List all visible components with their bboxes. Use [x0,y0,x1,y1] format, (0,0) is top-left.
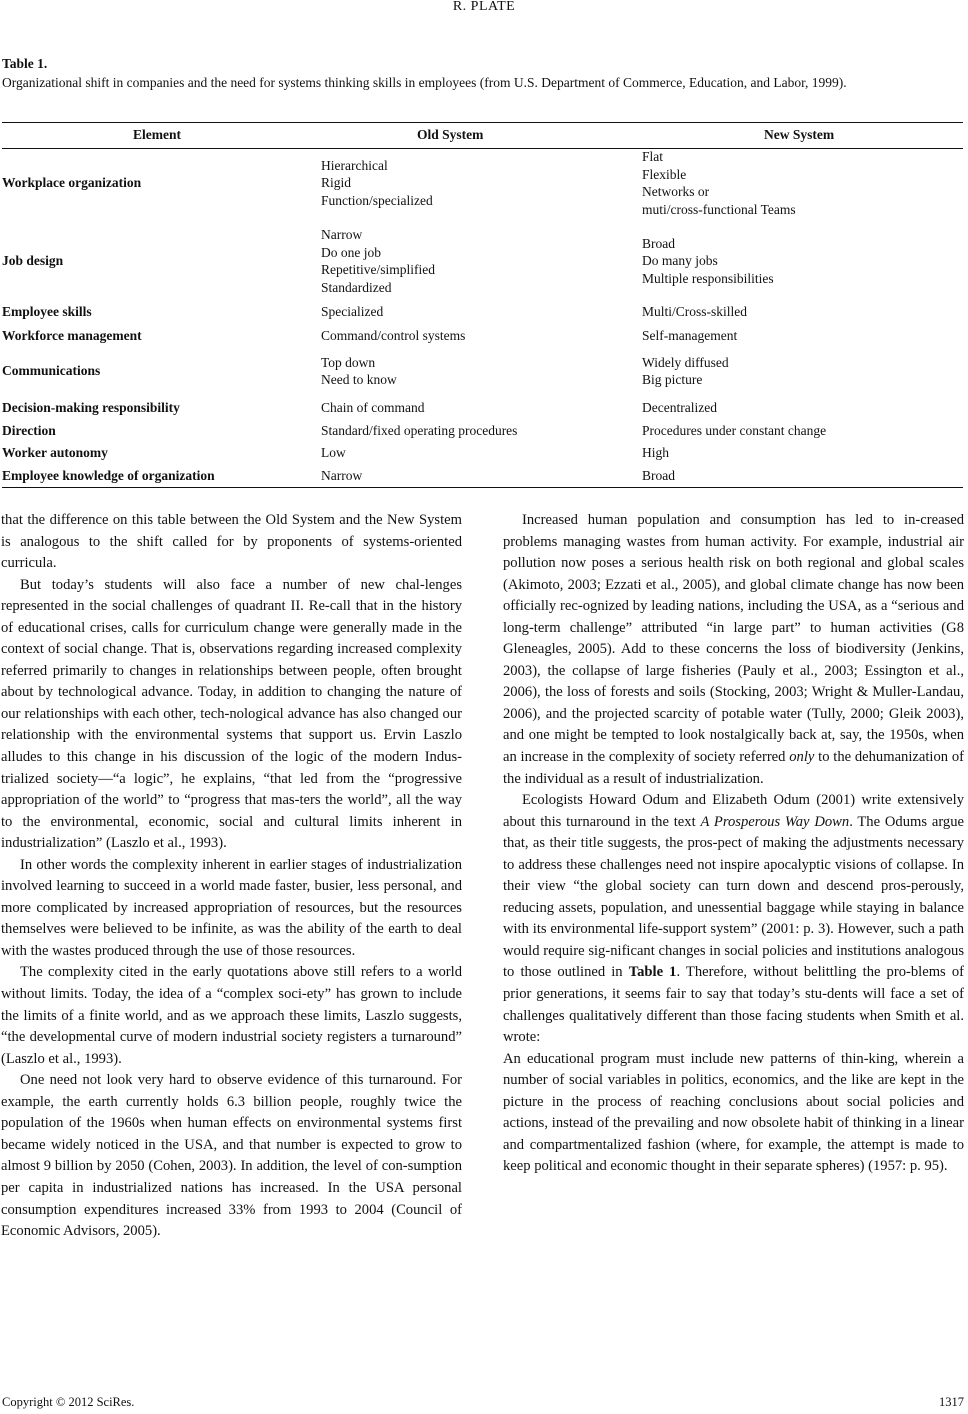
table-row [2,302,963,322]
paragraph: The complexity cited in the early quotations above still refers to a world without limits. Today, the idea of a “complex soci-ety” has grown to include the limits of a finite world, and as we approach these limits, Laszlo suggests, “the developmental curve of modern industrial society registers a turnaround” (Laszlo et al., 1993). [1,964,462,1067]
element-cell: Workforce management [2,328,142,344]
cell-line: Big picture [642,372,703,387]
cell-line: Standardized [321,279,392,295]
cell-line: Need to know [321,372,397,387]
cell-line: Narrow [321,468,363,484]
table-row [2,420,963,442]
cell-line: Procedures under constant change [642,423,827,439]
cell-line: Rigid [321,175,352,191]
table-row [2,150,963,216]
old-system-cell [321,302,383,322]
table-header-rule [2,148,963,149]
new-system-cell [642,350,729,392]
new-system-cell [642,396,717,420]
block-quote: An educational program must include new patterns of thin-king, wherein a number of social variables in politics, economics, and the like are kept in the picture in the process of reaching conclusions about social policies and actions, instead of the prevailing and now obsolete habit of thinking in a linear and compartmentalized fashion (where, for example, the attempt is made to keep political and economic thought in their separate spheres) (1957: p. 95). [503,1050,964,1175]
cell-line: High [642,445,669,461]
table-reference: Table 1 [628,964,677,981]
cell-line: Hierarchical [321,157,388,173]
element-cell: Worker autonomy [2,445,108,461]
new-system-cell [642,465,675,487]
cell-line: Self-management [642,328,738,344]
old-system-cell [321,220,435,302]
element-cell: Job design [2,253,64,269]
cell-line: Do one job [321,244,381,260]
new-system-cell [642,150,796,216]
old-system-cell [321,150,433,216]
cell-line: Decentralized [642,400,717,416]
cell-line: Command/control systems [321,328,466,344]
paragraph: In other words the complexity inherent in earlier stages of industrialization involved learning to succeed in a world made faster, busier, less personal, and more complicated by increased appropriation of resources, but the resources themselves were believed to be infinite, as was the ability of the earth to deal with the wastes produced through the use of those resources. [1,856,462,959]
header-element: Element [133,127,181,142]
old-system-cell [321,350,397,392]
paragraph: One need not look very hard to observe evidence of this turnaround. For example, the earth currently holds 6.3 billion people, roughly twice the population of the 1960s when human effects on environmental systems first became widely noticed in the USA, and that number is expected to grow to almost 9 billion by 2050 (Cohen, 2003). In addition, the level of con-sumption per capita in industrialized nations has increased. In the USA personal consumption expenditures increased 33% from 1993 to 2004 (Council of Economic Advisors, 2005). [1,1072,462,1240]
paragraph: that the difference on this table between the Old System and the New System is analogous to the shift called for by proponents of systems-oriented curricula. [1,512,462,572]
table-row [2,350,963,392]
cell-line: Broad [642,468,675,484]
cell-line: Multi/Cross-skilled [642,304,748,320]
header-new-system: New System [764,127,835,142]
new-system-cell [642,325,737,347]
new-system-cell [642,302,747,322]
old-system-cell [321,465,362,487]
table-row [2,396,963,420]
left-column [1,510,462,1243]
cell-line: Repetitive/simplified [321,262,435,277]
element-cell: Direction [2,423,56,439]
cell-line: Flat [642,149,664,164]
page-number: 1317 [939,1395,964,1409]
cell-line: Widely diffused [642,354,729,370]
cell-line: Standard/fixed operating procedures [321,423,518,439]
cell-line: Narrow [321,227,363,242]
element-cell: Communications [2,363,101,379]
cell-line: Specialized [321,304,384,320]
old-system-cell [321,325,465,347]
cell-line: Multiple responsibilities [642,270,774,286]
running-head: R. PLATE [452,0,516,14]
paragraph: But today’s students will also face a number of new chal-lenges represented in the social challenges of quadrant II. Re-call that in the history of educational crises, calls for curriculum change were generally made in the context of social change. That is, observations regarding increased complexity referred primarily to changes in relationships between people, often brought about by technological advance. Today, in addition to changing the nature of our relationships with each other, tech-nological advance has also changed our relationship with the environmental systems that support us. Ervin Laszlo alludes to this change in his discussion of the logic of the modern Indus-trialized society—“a logic”, he explains, “that led from the “progressive appropriation of the world” to “progress that mas-ters the world”, all the way to the environmental, economic, social and cultural limits inherent in industrialization” (Laszlo et al., 1993). [1,576,462,852]
cell-line: Low [321,445,346,461]
table-caption: Organizational shift in companies and the need for systems thinking skills in employees (from U.S. Department of Commerce, Education, and Labor, 1999). [2,75,847,90]
old-system-cell [321,396,424,420]
element-cell: Decision-making responsibility [2,400,180,416]
cell-line: Top down [321,354,376,370]
table-title: Table 1. [2,56,48,71]
header-old-system: Old System [417,127,484,142]
element-cell: Employee skills [2,304,92,320]
new-system-cell [642,420,826,442]
old-system-cell [321,442,346,464]
footer-copyright: Copyright © 2012 SciRes. [2,1395,135,1409]
cell-line: Function/specialized [321,192,433,208]
cell-line: Flexible [642,166,687,182]
cell-line: muti/cross-functional Teams [642,201,796,217]
cell-line: Networks or [642,184,710,199]
table-row [2,442,963,464]
table-top-rule [2,122,963,123]
table-row [2,220,963,302]
cell-line: Do many jobs [642,253,718,269]
old-system-cell [321,420,517,442]
table-bottom-rule [2,487,963,488]
cell-line: Broad [642,235,675,251]
paragraph: Increased human population and consumption has led to in-creased problems managing wastes from human activity. For example, industrial air pollution now poses a serious health risk on both regional and global scales (Akimoto, 2003; Ezzati et al., 2005), and global climate change has now been officially rec-ognized by leading nations, including the USA, as a “serious and long-term challenge” attributed “in large part” to human activities (G8 Gleneagles, 2005). Add to these concerns the loss of biodiversity (Jenkins, 2003), the collapse of large fisheries (Pauly et al., 2003; Essington et al., 2006), the loss of forests and soils (Stocking, 2003; Wright & Muller-Landau, 2006), and the projected scarcity of potable water (Tully, 2000; Gleik 2003), and one might be tempted to look nostalgically back at, say, the 1950s, when an increase in the complexity of society referred only to the dehumanization of the individual as a result of industrialization. [503,512,964,787]
cell-line: Chain of command [321,400,425,416]
paragraph: Ecologists Howard Odum and Elizabeth Odum (2001) write extensively about this turnaround in the text A Prosperous Way Down. The Odums argue that, as their title suggests, the pros-pect of making the adjustments necessary to address these challenges need not inspire apocalyptic visions of collapse. In their view “the global society can turn down and descend pros-perously, reducing assets, population, and unessential baggage while staying in balance with its environmental life-support system” (2001: p. 3). However, such a path would require sig-nificant changes in social policies and institutions analogous to those outlined in Table 1. Therefore, without belittling the pro-blems of prior generations, it seems fair to say that today’s stu-dents will face a set of challenges qualitatively different than those facing students when Smith et al. wrote: [503,792,965,1046]
element-cell: Employee knowledge of organization [2,468,215,484]
element-cell: Workplace organization [2,175,142,191]
new-system-cell [642,220,774,302]
new-system-cell [642,442,669,464]
right-column [503,510,964,1178]
table-row [2,465,963,487]
table-row [2,325,963,347]
